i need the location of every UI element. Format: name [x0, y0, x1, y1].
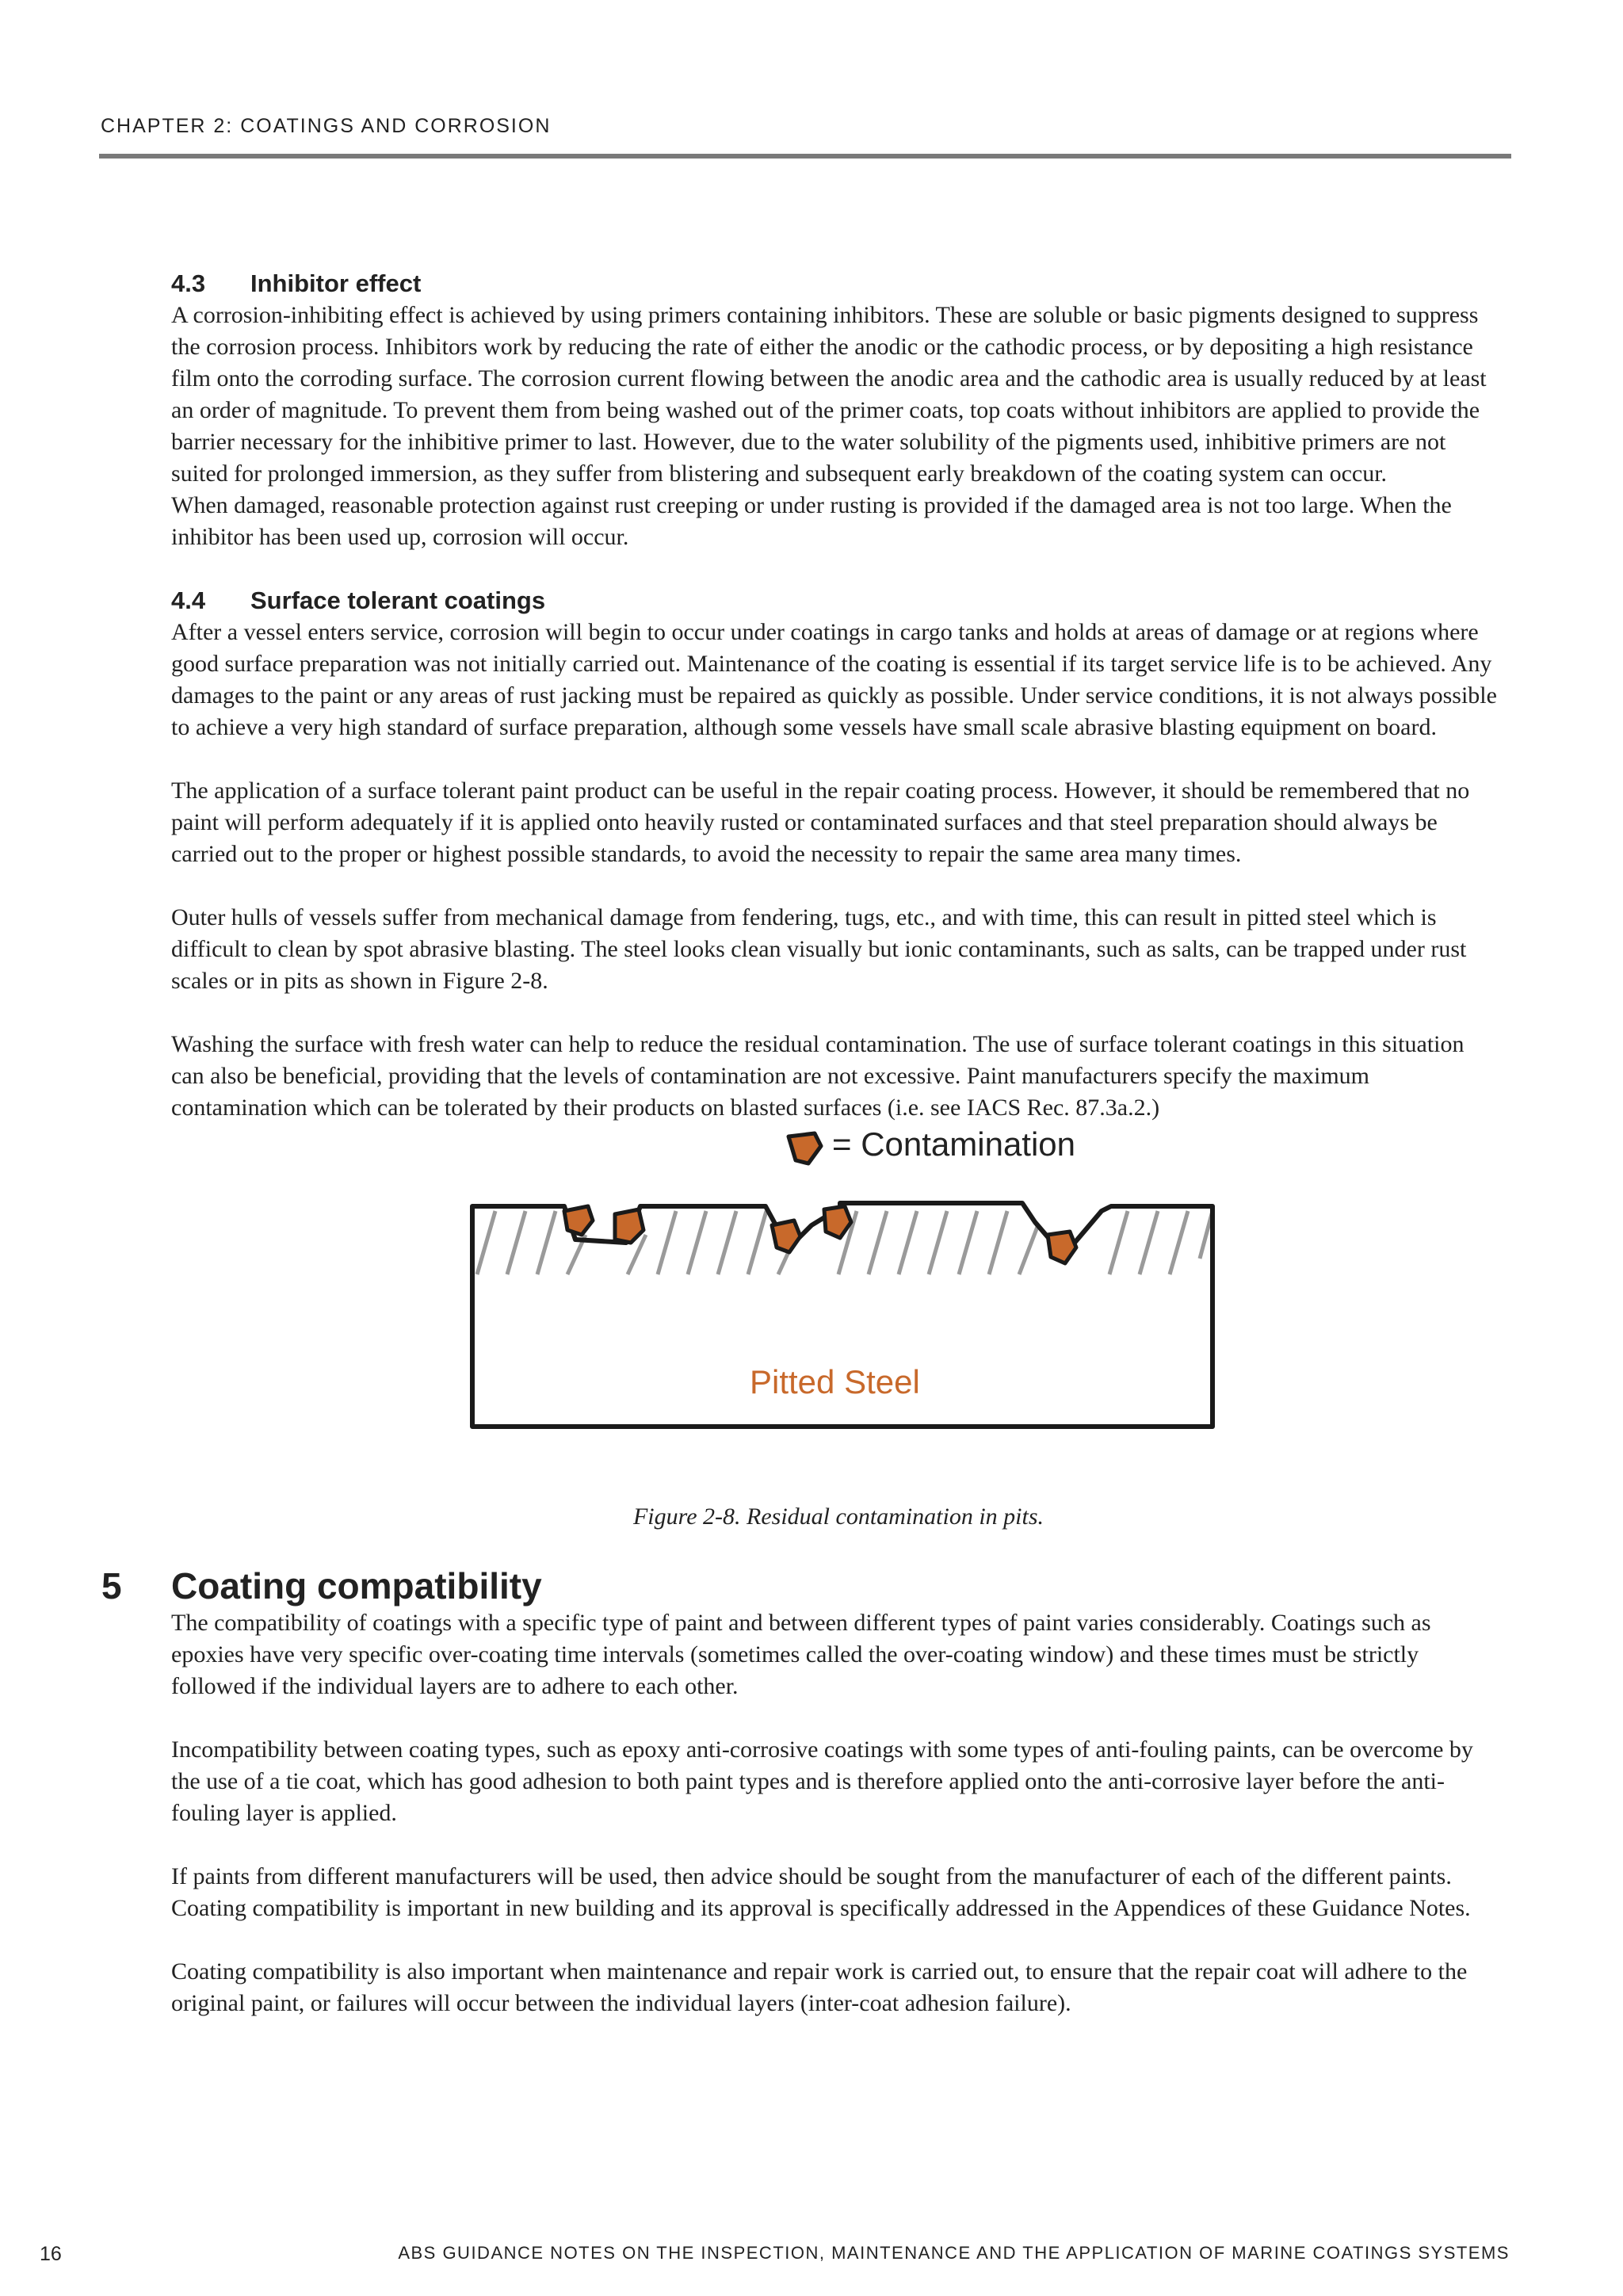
contamination-particle — [615, 1209, 643, 1243]
paragraph: Outer hulls of vessels suffer from mechanical damage from fendering, tugs, etc., and with time, this can result in pitted steel which is difficult to clean by spot abrasive blasting. The steel looks clean visually but ionic contaminants, such as salts, can be trapped under rust scales or in pits as shown in Figure 2-8. — [171, 904, 1467, 994]
page-content — [101, 268, 1503, 2051]
page-number: 16 — [40, 2243, 62, 2265]
paragraph: Incompatibility between coating types, such as epoxy anti-corrosive coatings with some types of anti-fouling paints, can be overcome by the use of a tie coat, which has good adhesion to both paint types and is therefore applied onto the anti-corrosive layer before the anti-fouling layer is applied. — [171, 1736, 1473, 1826]
contamination-particle — [824, 1206, 851, 1238]
paragraph: When damaged, reasonable protection against rust creeping or under rusting is provided if the damaged area is not too large. When the inhibitor has been used up, corrosion will occur. — [171, 492, 1452, 550]
section-number: 4.3 — [171, 269, 206, 297]
footer-title: ABS GUIDANCE NOTES ON THE INSPECTION, MAINTENANCE AND THE APPLICATION OF MARINE COATINGS SYSTEMS — [398, 2243, 1510, 2263]
paragraph: Coating compatibility is also important when maintenance and repair work is carried out, to ensure that the repair coat will adhere to the original paint, or failures will occur between the individual layers (inter-coat adhesion failure). — [171, 1958, 1468, 2016]
figure-caption — [0, 1501, 1623, 1533]
section-5-heading — [101, 1564, 1433, 1607]
section-4-3-heading — [171, 268, 1503, 300]
header-rule — [99, 154, 1511, 159]
contamination-particle — [564, 1206, 593, 1235]
legend-label: = Contamination — [832, 1125, 1076, 1163]
paragraph: A corrosion-inhibiting effect is achieved by using primers containing inhibitors. These are soluble or basic pigments designed to suppress the corrosion process. Inhibitors work by reducing the rate of either the anodic or the cathodic process, or by depositing a high resistance film onto the corroding surface. The corrosion current flowing between the anodic area and the cathodic area is usually reduced by at least an order of magnitude. To prevent them from being washed out of the primer coats, top coats without inhibitors are applied to provide the barrier necessary for the inhibitive primer to last. However, due to the water solubility of the pigments used, inhibitive primers are not suited for prolonged immersion, as they suffer from blistering and subsequent early breakdown of the coating system can occur. — [171, 302, 1487, 487]
section-title: Inhibitor effect — [250, 269, 422, 297]
figure-2-8 — [0, 1124, 1623, 1501]
pitted-steel-label: Pitted Steel — [750, 1363, 920, 1400]
paragraph: The compatibility of coatings with a specific type of paint and between different types of paint varies considerably. Coatings such as epoxies have very specific over-coating time intervals (sometimes called the over-coating window) and these times must be strictly followed if the individual layers are to adhere to each other. — [171, 1610, 1431, 1699]
paragraph: The application of a surface tolerant paint product can be useful in the repair coating process. However, it should be remembered that no paint will perform adequately if it is applied onto heavily rusted or contaminated surfaces and that steel preparation should always be carried out to the proper or highest possible standards, to avoid the necessity to repair the same area many times. — [171, 777, 1470, 867]
paragraph: Washing the surface with fresh water can help to reduce the residual contamination. The use of surface tolerant coatings in this situation can also be beneficial, providing that the levels of contamination are not excessive. Paint manufacturers specify the maximum contamination which can be tolerated by their products on blasted surfaces (i.e. see IACS Rec. 87.3a.2.) — [171, 1031, 1465, 1121]
chapter-header: CHAPTER 2: COATINGS AND CORROSION — [101, 115, 552, 137]
figure-caption-text: Figure 2-8. Residual contamination in pits. — [632, 1503, 1044, 1530]
section-title: Coating compatibility — [171, 1565, 542, 1606]
paragraph: If paints from different manufacturers will be used, then advice should be sought from the manufacturer of each of the different paints. Coating compatibility is important in new building and its approval is specifically addressed in the Appendices of these Guidance Notes. — [171, 1863, 1471, 1921]
section-4-4-heading — [171, 585, 1503, 617]
section-title: Surface tolerant coatings — [250, 586, 546, 614]
paragraph: After a vessel enters service, corrosion will begin to occur under coatings in cargo tanks and holds at areas of damage or at regions where good surface preparation was not initially carried out. Maintenance of the coating is essential if its target service life is to be achieved. Any damages to the paint or any areas of rust jacking must be repaired as quickly as possible. Under service conditions, it is not always possible to achieve a very high standard of surface preparation, although some vessels have small scale abrasive blasting equipment on board. — [171, 619, 1497, 740]
pitted-steel-diagram — [0, 1124, 1623, 1501]
section-number: 4.4 — [171, 586, 206, 614]
legend-contamination-icon — [789, 1133, 821, 1163]
section-number: 5 — [101, 1565, 122, 1606]
contamination-particle — [1048, 1232, 1076, 1263]
contamination-particle — [772, 1221, 800, 1252]
